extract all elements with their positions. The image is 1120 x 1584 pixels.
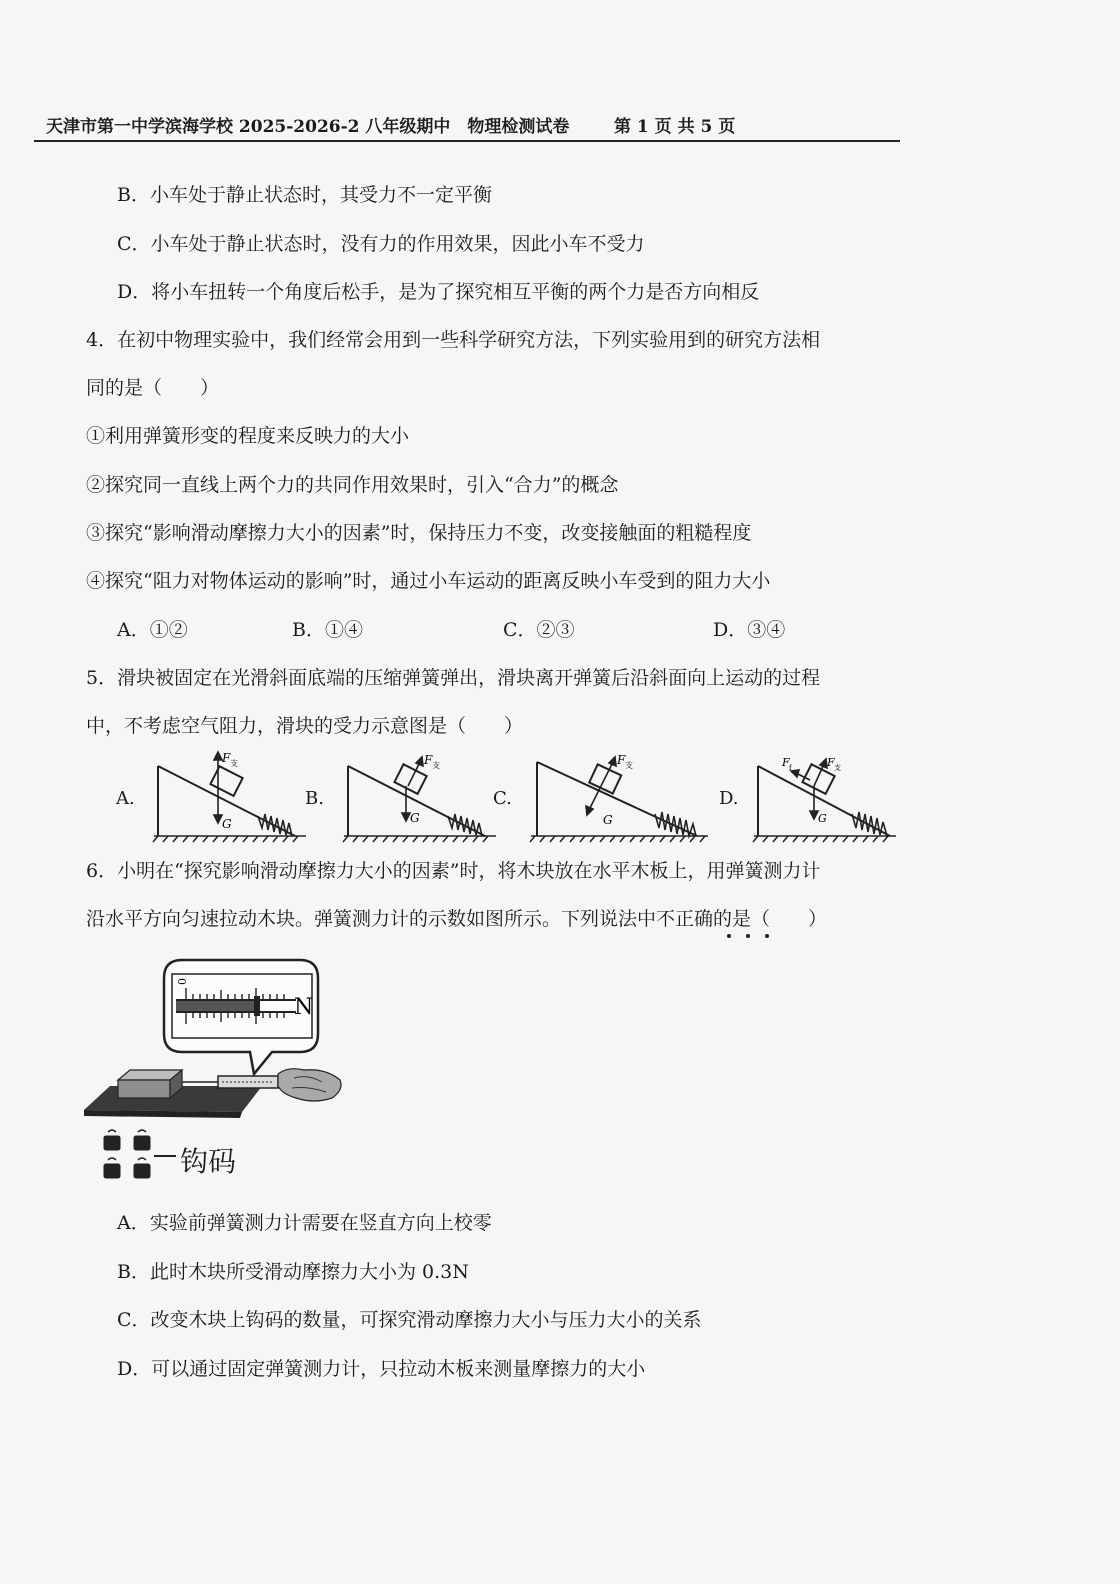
spring-scale-illustration bbox=[82, 952, 347, 1120]
hook-weights-icon bbox=[96, 1128, 178, 1186]
q5-diagram-a bbox=[150, 750, 310, 850]
weight-label: G bbox=[410, 811, 420, 825]
q5-diagram-a-letter: A. bbox=[116, 788, 135, 809]
q4-option-c bbox=[503, 618, 575, 642]
weight-icon bbox=[134, 1158, 150, 1178]
q5-stem-line1: 5．滑块被固定在光滑斜面底端的压缩弹簧弹出，滑块离开弹簧后沿斜面向上运动的过程 bbox=[86, 667, 821, 689]
q4-stem-line2: 同的是（ ） bbox=[86, 377, 220, 399]
q5-diagram-d bbox=[750, 750, 900, 850]
wooden-block bbox=[118, 1070, 182, 1098]
q4-option-b bbox=[292, 618, 363, 642]
hook-weights-label: 钩码 bbox=[180, 1145, 237, 1178]
q4-option-a-letter: A． bbox=[117, 619, 150, 641]
scale-zero-label: 0 bbox=[175, 978, 188, 985]
support-force-label: F bbox=[222, 751, 231, 765]
friction-label: F bbox=[782, 756, 790, 769]
q4-option-d-text: ③④ bbox=[747, 619, 786, 641]
hatched-ground bbox=[153, 836, 306, 842]
q3-option-b: B．小车处于静止状态时，其受力不一定平衡 bbox=[117, 184, 492, 206]
weight-arrow bbox=[810, 786, 818, 819]
q5-diagram-b-letter: B. bbox=[305, 788, 324, 809]
q4-option-b-letter: B． bbox=[292, 619, 325, 641]
friction-subscript: f bbox=[789, 764, 792, 772]
hatched-ground bbox=[753, 836, 896, 842]
q6-option-d: D．可以通过固定弹簧测力计，只拉动木板来测量摩擦力的大小 bbox=[117, 1358, 646, 1380]
page-number: 第 1 页 共 5 页 bbox=[614, 117, 736, 137]
emphasis-dot bbox=[746, 934, 750, 938]
slider-block bbox=[210, 766, 242, 796]
q5-diagram-b bbox=[340, 750, 500, 850]
spring bbox=[655, 812, 696, 836]
q4-stem-line1: 4．在初中物理实验中，我们经常会用到一些科学研究方法，下列实验用到的研究方法相 bbox=[86, 329, 821, 351]
exam-title: 天津市第一中学滨海学校 2025-2026-2 八年级期中 物理检测试卷 bbox=[46, 117, 570, 137]
support-force-subscript: 支 bbox=[432, 761, 440, 770]
q4-option-a-text: ①② bbox=[149, 619, 188, 641]
support-force-subscript: 支 bbox=[625, 761, 633, 770]
weight-arrow bbox=[214, 788, 222, 823]
q4-option-d bbox=[713, 618, 785, 642]
q6-option-b: B．此时木块所受滑动摩擦力大小为 0.3N bbox=[117, 1261, 469, 1283]
weight-label: G bbox=[603, 813, 613, 827]
header-divider bbox=[34, 140, 900, 142]
support-force-label: F bbox=[424, 753, 433, 767]
q4-option-c-text: ②③ bbox=[536, 619, 575, 641]
q3-option-c: C．小车处于静止状态时，没有力的作用效果，因此小车不受力 bbox=[117, 233, 645, 255]
emphasis-dot bbox=[765, 934, 769, 938]
support-force-label: F bbox=[617, 753, 626, 767]
q6-stem-line2 bbox=[86, 907, 827, 931]
q4-item-1: ①利用弹簧形变的程度来反映力的大小 bbox=[86, 425, 410, 447]
q4-option-a bbox=[117, 618, 188, 642]
support-force-subscript: 支 bbox=[230, 759, 238, 768]
spring bbox=[448, 814, 482, 836]
weight-label: G bbox=[818, 812, 827, 825]
q6-stem-line1: 6．小明在“探究影响滑动摩擦力大小的因素”时，将木块放在水平木板上，用弹簧测力计 bbox=[86, 860, 821, 882]
q6-stem-line2-pre: 沿水平方向匀速拉动木块。弹簧测力计的示数如图所示。下列说法中 bbox=[86, 908, 657, 930]
q3-option-d: D．将小车扭转一个角度后松手，是为了探究相互平衡的两个力是否方向相反 bbox=[117, 281, 760, 303]
weight-label: G bbox=[222, 817, 232, 831]
hatched-ground bbox=[530, 836, 708, 842]
hand-icon bbox=[278, 1069, 341, 1101]
slider-block bbox=[394, 764, 426, 794]
support-force-label: F bbox=[827, 756, 835, 769]
spring bbox=[258, 814, 292, 836]
page-header bbox=[46, 112, 898, 138]
q6-stem-emphasis: 不正确 bbox=[656, 908, 714, 930]
q6-option-a: A．实验前弹簧测力计需要在竖直方向上校零 bbox=[117, 1212, 492, 1234]
q6-stem-line2-post: 的是（ ） bbox=[713, 908, 828, 930]
q4-option-c-letter: C． bbox=[503, 619, 537, 641]
weight-icon bbox=[104, 1130, 120, 1150]
weight-icon bbox=[134, 1130, 150, 1150]
weight-arrow bbox=[402, 786, 410, 821]
q5-diagram-c bbox=[527, 750, 712, 850]
support-force-subscript: 支 bbox=[834, 764, 841, 772]
q5-diagram-d-letter: D. bbox=[719, 788, 739, 809]
q4-option-d-letter: D． bbox=[713, 619, 748, 641]
q4-item-4: ④探究“阻力对物体运动的影响”时，通过小车运动的距离反映小车受到的阻力大小 bbox=[86, 570, 771, 592]
q6-option-c: C．改变木块上钩码的数量，可探究滑动摩擦力大小与压力大小的关系 bbox=[117, 1309, 702, 1331]
q4-item-2: ②探究同一直线上两个力的共同作用效果时，引入“合力”的概念 bbox=[86, 474, 619, 496]
scale-unit-label: N bbox=[294, 995, 314, 1020]
weight-arrow bbox=[586, 786, 601, 815]
q5-diagram-c-letter: C. bbox=[493, 788, 512, 809]
weight-icon bbox=[104, 1158, 120, 1178]
hatched-ground bbox=[343, 836, 496, 842]
q4-item-3: ③探究“影响滑动摩擦力大小的因素”时，保持压力不变，改变接触面的粗糙程度 bbox=[86, 522, 752, 544]
emphasis-dot bbox=[727, 934, 731, 938]
q4-option-b-text: ①④ bbox=[324, 619, 363, 641]
q5-stem-line2: 中，不考虑空气阻力，滑块的受力示意图是（ ） bbox=[86, 715, 524, 737]
